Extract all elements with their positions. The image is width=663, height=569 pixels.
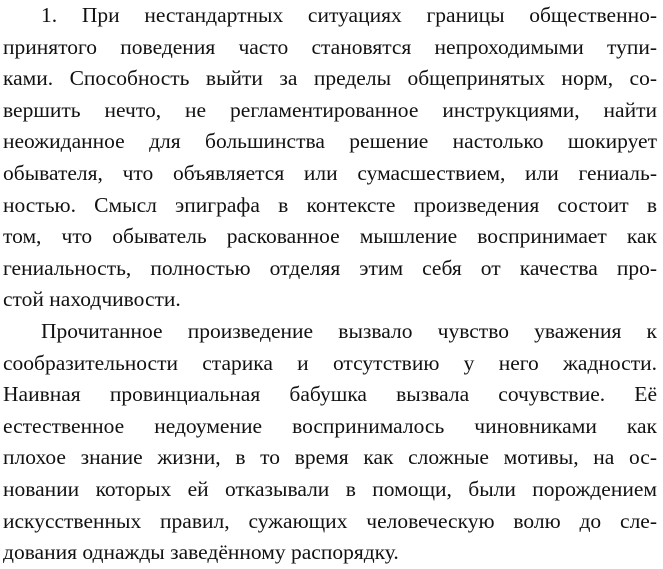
text-line: гениальность, полностью отделяя этим себя от качества про- — [3, 255, 657, 280]
text-line: естественное недоумение воспринималось чиновниками как — [3, 413, 657, 438]
text-line: том, что обыватель раскованное мышление воспринимает как — [3, 224, 657, 249]
text-line: искусственных правил, сужающих человеческую волю до сле- — [3, 508, 657, 533]
text-line: вершить нечто, не регламентированное инструкциями, найти — [3, 97, 657, 122]
text-line: дования однажды заведённому распорядку. — [3, 540, 399, 565]
text-line: 1. При нестандартных ситуациях границы общественно- — [41, 3, 657, 27]
text-line: ностью. Смысл эпиграфа в контексте произведения состоит в — [3, 192, 657, 217]
text-line: принятого поведения часто становятся непроходимыми тупи- — [3, 34, 657, 59]
text-line: неожиданное для большинства решение настолько шокирует — [3, 129, 657, 154]
paragraph-2 — [3, 316, 657, 569]
text-line: ками. Способность выйти за пределы общепринятых норм, со- — [3, 66, 657, 91]
text-line: плохое знание жизни, в то время как сложные мотивы, на ос- — [3, 445, 657, 470]
text-line: обывателя, что объявляется или сумасшествием, или гениаль- — [3, 160, 657, 185]
text-line: стой находчивости. — [3, 287, 181, 312]
text-line: Наивная провинциальная бабушка вызвала сочувствие. Её — [3, 382, 657, 407]
text-line: сообразительности старика и отсутствию у него жадности. — [3, 350, 657, 375]
text-line: новании которых ей отказывали в помощи, были порождением — [3, 476, 657, 501]
paragraph-1 — [3, 0, 657, 316]
text-line: Прочитанное произведение вызвало чувство уважения к — [41, 318, 657, 343]
